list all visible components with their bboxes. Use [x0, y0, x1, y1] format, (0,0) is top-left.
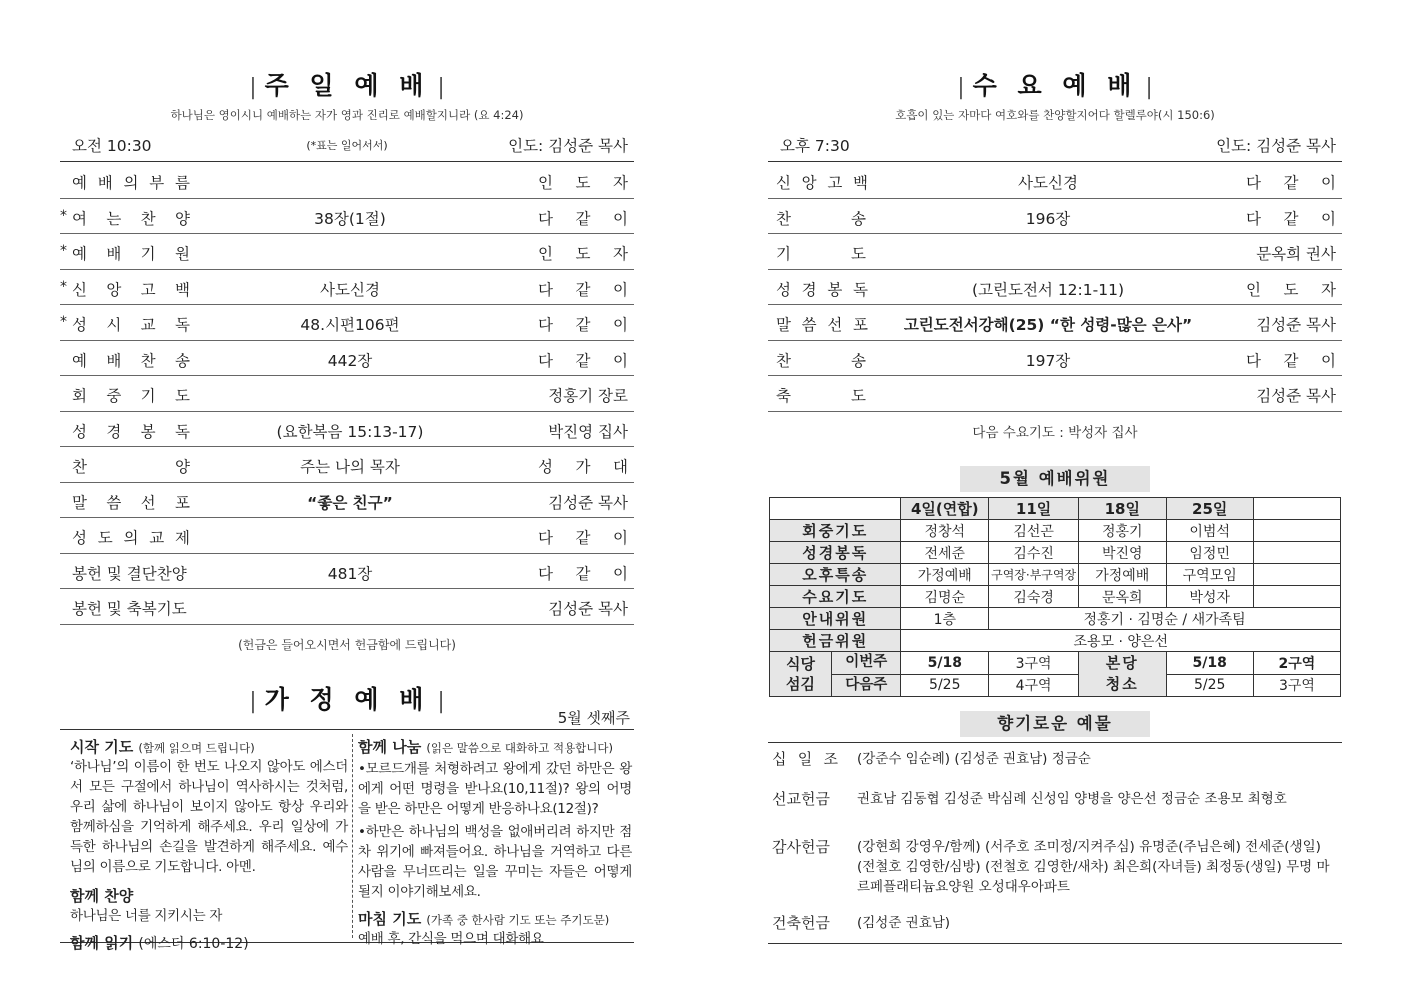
table-cell: 구역모임	[1166, 564, 1253, 586]
order-item-content: 38장(1절)	[314, 209, 386, 228]
order-item-content: 196장	[1025, 209, 1071, 228]
clean-next-team: 3구역	[1253, 674, 1340, 697]
sunday-time-row	[60, 130, 634, 158]
order-item-name: 찬 송	[776, 209, 866, 228]
gift-category: 건축헌금	[772, 914, 830, 932]
order-item-leader: 다 같 이	[538, 351, 628, 370]
order-item-leader: 인 도 자	[538, 245, 628, 263]
clean-next-date: 5/25	[1166, 674, 1253, 697]
order-item	[60, 412, 634, 448]
guide-floor: 1층	[901, 608, 989, 630]
family-left	[70, 736, 348, 953]
this-week-label: 이번주	[832, 652, 900, 675]
order-item-leader: 김성준 목사	[1256, 316, 1336, 334]
family-title: | 가 정 예 배 |	[249, 685, 445, 714]
order-item-content: “좋은 친구”	[307, 493, 393, 512]
clean-this-team: 2구역	[1253, 652, 1340, 675]
family-right	[358, 736, 632, 949]
order-item	[768, 305, 1342, 341]
empty-cell	[1253, 520, 1340, 542]
stand-marker: *	[60, 243, 67, 259]
sunday-title: | 주 일 예 배 |	[249, 71, 445, 100]
wednesday-time: 오후 7:30	[780, 137, 850, 155]
order-item-leader: 다 같 이	[538, 529, 628, 547]
stand-note: (*표는 일어서서)	[306, 139, 388, 152]
committee-title: 5월 예배위원	[960, 466, 1150, 492]
order-item-name: 성 시 교 독	[72, 316, 190, 334]
order-item-name: 여 는 찬 양	[72, 209, 190, 228]
table-row	[770, 542, 1341, 564]
order-item-content: (요한복음 15:13-17)	[276, 422, 424, 441]
order-item-leader: 다 같 이	[1246, 351, 1336, 370]
divider	[352, 734, 353, 938]
table-row	[770, 498, 1341, 520]
role-label: 성경봉독	[770, 542, 901, 564]
song-heading: 함께 찬양	[70, 887, 134, 905]
table-cell: 박성자	[1166, 586, 1253, 608]
corner-cell	[770, 498, 901, 520]
table-row	[770, 608, 1341, 630]
order-item-leader: 김성준 목사	[548, 600, 628, 618]
table-row	[770, 652, 1341, 675]
gift-donors: (강준수 임순례) (김성준 권효남) 정금순	[857, 751, 1091, 767]
gift-donors: (강현희 강영우/함께) (서주호 조미정/지켜주심) 유명준(주님은혜) 전세준(생일) (전철호 김영한/심방) (전철호 김영한/새차) 최은희(자녀들) 최정동(생일) 무명 마르페플래티늄요양원 오성대우아파트	[857, 839, 1330, 895]
offering-label: 헌금위원	[770, 630, 901, 652]
order-item-leader: 다 같 이	[1246, 174, 1336, 192]
clean-label: 본당 청소	[1079, 652, 1166, 697]
order-item-name: 봉헌 및 축복기도	[72, 600, 187, 618]
order-item	[768, 270, 1342, 306]
table-cell: 가정예배	[1079, 564, 1166, 586]
order-item-leader: 다 같 이	[538, 316, 628, 334]
share-heading: 함께 나눔 (읽은 말씀으로 대화하고 적용합니다)	[358, 738, 613, 756]
divider	[60, 161, 634, 162]
stand-marker: *	[60, 278, 67, 295]
order-item-name: 기 도	[776, 245, 866, 263]
order-item-content: 481장	[327, 564, 373, 583]
gift-category: 선교헌금	[772, 790, 830, 808]
order-item-leader: 박진영 집사	[548, 422, 628, 441]
order-item-content: 주는 나의 목자	[300, 458, 400, 476]
offering-names: 조용모 · 양은선	[901, 630, 1341, 652]
sunday-verse: 하나님은 영이시니 예배하는 자가 영과 진리로 예배할지니라 (요 4:24)	[170, 108, 524, 122]
order-item	[60, 589, 634, 625]
end-prayer-text: 예배 후, 간식을 먹으며 대화해요	[358, 931, 544, 947]
meal-this-date: 5/18	[901, 652, 989, 675]
table-cell: 가정예배	[901, 564, 989, 586]
order-item	[60, 483, 634, 519]
order-item	[60, 305, 634, 341]
order-item	[60, 163, 634, 199]
order-item-name: 신 앙 고 백	[776, 174, 868, 192]
order-item-name: 봉헌 및 결단찬양	[72, 564, 187, 583]
order-item-content: 사도신경	[1018, 174, 1078, 192]
order-item-leader: 다 같 이	[538, 209, 628, 228]
guide-names: 정홍기 · 김명순 / 새가족팀	[989, 608, 1341, 630]
guide-label: 안내위원	[770, 608, 901, 630]
table-cell: 구역장·부구역장	[989, 564, 1079, 586]
order-item-name: 찬 양	[72, 458, 190, 476]
order-item	[60, 376, 634, 412]
role-label: 회중기도	[770, 520, 901, 542]
divider	[768, 742, 1342, 743]
table-cell: 김수진	[989, 542, 1079, 564]
stand-marker: *	[60, 207, 67, 224]
next-wednesday-prayer: 다음 수요기도 : 박성자 집사	[972, 425, 1138, 441]
order-item	[768, 234, 1342, 270]
order-item	[60, 518, 634, 554]
clean-this-date: 5/18	[1166, 652, 1253, 675]
divider	[768, 943, 1342, 944]
share-question-1: •모르드개를 처형하려고 왕에게 갔던 하만은 왕에게 어떤 명령을 받나요(10,11절)? 왕의 어명을 받은 하만은 어떻게 반응하나요(12절)?	[358, 761, 632, 817]
meal-cell	[770, 652, 901, 697]
read-heading: 함께 읽기 (에스더 6:10-12)	[70, 934, 249, 952]
order-item-name: 신 앙 고 백	[72, 280, 190, 299]
role-label: 수요기도	[770, 586, 901, 608]
order-item-leader: 김성준 목사	[548, 493, 628, 512]
gift-donors: (김성준 권효남)	[857, 915, 951, 931]
next-week-label: 다음주	[832, 675, 900, 697]
order-item	[768, 199, 1342, 235]
order-item-content: 사도신경	[320, 280, 380, 299]
order-item-leader: 다 같 이	[1246, 209, 1336, 228]
family-worship-box	[60, 729, 634, 952]
empty-cell	[1253, 586, 1340, 608]
table-cell: 김숙경	[989, 586, 1079, 608]
order-item-name: 회 중 기 도	[72, 387, 190, 405]
meal-next-team: 4구역	[989, 674, 1079, 697]
order-item-leader: 정홍기 장로	[548, 387, 628, 405]
offering-note: (헌금은 들어오시면서 헌금함에 드립니다)	[238, 638, 456, 652]
order-item-leader: 다 같 이	[538, 280, 628, 299]
order-item-name: 말 씀 선 포	[776, 316, 868, 334]
order-item	[60, 234, 634, 270]
empty-cell	[1253, 498, 1340, 520]
start-prayer-text: ‘하나님’의 이름이 한 번도 나오지 않아도 에스더서 모든 구절에서 하나님이 역사하시는 것처럼, 우리 삶에 하나님이 보이지 않아도 항상 우리와 함께하심을 기억하게 해주세요. 우리 일상에 가득한 하나님의 손길을 발견하게 해주세요. 예수님의 이름으로 기도합니다. 아멘.	[70, 759, 348, 875]
order-item	[60, 341, 634, 377]
order-item-name: 성 도 의 교 제	[72, 529, 190, 547]
sunday-leader: 인도: 김성준 목사	[508, 137, 628, 155]
meal-label: 식당 섬김	[770, 652, 832, 696]
order-item-name: 성 경 봉 독	[776, 280, 868, 299]
table-row	[770, 520, 1341, 542]
wednesday-leader: 인도: 김성준 목사	[1216, 137, 1336, 155]
table-cell: 문옥희	[1079, 586, 1166, 608]
order-item-name: 예 배 의 부 름	[72, 174, 190, 192]
gift-category: 십 일 조	[772, 750, 838, 768]
date-header: 4일(연합)	[901, 498, 989, 520]
order-item-name: 예 배 찬 송	[72, 351, 190, 370]
order-item	[768, 163, 1342, 199]
order-item-content: 197장	[1025, 351, 1071, 370]
table-cell: 박진영	[1079, 542, 1166, 564]
table-cell: 김선곤	[989, 520, 1079, 542]
order-item-leader: 김성준 목사	[1256, 387, 1336, 405]
table-row	[770, 586, 1341, 608]
order-item-leader: 다 같 이	[538, 564, 628, 583]
table-row	[770, 564, 1341, 586]
wednesday-time-row	[768, 130, 1342, 158]
end-prayer-heading: 마침 기도 (가족 중 한사람 기도 또는 주기도문)	[358, 910, 610, 928]
table-cell: 김명순	[901, 586, 989, 608]
date-header: 25일	[1166, 498, 1253, 520]
order-item-name: 예 배 기 원	[72, 245, 190, 263]
order-item-leader: 성 가 대	[538, 458, 628, 476]
order-item	[60, 554, 634, 590]
order-item-name: 성 경 봉 독	[72, 422, 190, 441]
table-row	[770, 630, 1341, 652]
order-item	[768, 376, 1342, 412]
table-cell: 정홍기	[1079, 520, 1166, 542]
table-cell: 정창석	[901, 520, 989, 542]
order-item-content: (고린도전서 12:1-11)	[971, 280, 1124, 299]
divider	[768, 161, 1342, 162]
order-item-name: 찬 송	[776, 351, 866, 370]
sunday-time: 오전 10:30	[72, 137, 152, 155]
empty-cell	[1253, 542, 1340, 564]
family-week: 5월 셋째주	[557, 709, 630, 727]
order-item	[768, 341, 1342, 377]
order-item	[60, 270, 634, 306]
meal-this-team: 3구역	[989, 652, 1079, 675]
empty-cell	[1253, 564, 1340, 586]
gift-category: 감사헌금	[772, 838, 830, 856]
order-item	[60, 447, 634, 483]
order-item-content: 48.시편106편	[300, 316, 400, 334]
wednesday-title: | 수 요 예 배 |	[957, 71, 1153, 100]
order-item-leader: 인 도 자	[538, 174, 628, 192]
gifts-title: 향기로운 예물	[960, 711, 1150, 737]
wednesday-verse: 호흡이 있는 자마다 여호와를 찬양할지어다 할렐루야(시 150:6)	[895, 108, 1215, 122]
order-item-name: 축 도	[776, 387, 866, 405]
order-item-leader: 인 도 자	[1246, 280, 1336, 299]
date-header: 11일	[989, 498, 1079, 520]
role-label: 오후특송	[770, 564, 901, 586]
stand-marker: *	[60, 314, 67, 330]
table-cell: 전세준	[901, 542, 989, 564]
order-item-leader: 문옥희 권사	[1256, 245, 1336, 263]
committee-table	[769, 497, 1341, 697]
order-item	[60, 199, 634, 235]
table-cell: 임정민	[1166, 542, 1253, 564]
table-cell: 이범석	[1166, 520, 1253, 542]
gift-donors: 권효남 김동협 김성준 박심례 신성임 양병을 양은선 정금순 조용모 최형호	[857, 791, 1287, 807]
date-header: 18일	[1079, 498, 1166, 520]
order-item-content: 고린도전서강해(25) “한 성령-많은 은사”	[903, 316, 1193, 334]
meal-next-date: 5/25	[901, 674, 989, 697]
order-item-content: 442장	[327, 351, 373, 370]
start-prayer-heading: 시작 기도 (함께 읽으며 드립니다)	[70, 738, 255, 756]
share-question-2: •하만은 하나님의 백성을 없애버리려 하지만 점차 위기에 빠져들어요. 하나님을 거역하고 다른 사람을 무너뜨리는 일을 꾸미는 자들은 어떻게 될지 이야기해보세요.	[358, 824, 632, 900]
order-item-name: 말 씀 선 포	[72, 493, 190, 512]
song-text: 하나님은 너를 지키시는 자	[70, 908, 223, 924]
